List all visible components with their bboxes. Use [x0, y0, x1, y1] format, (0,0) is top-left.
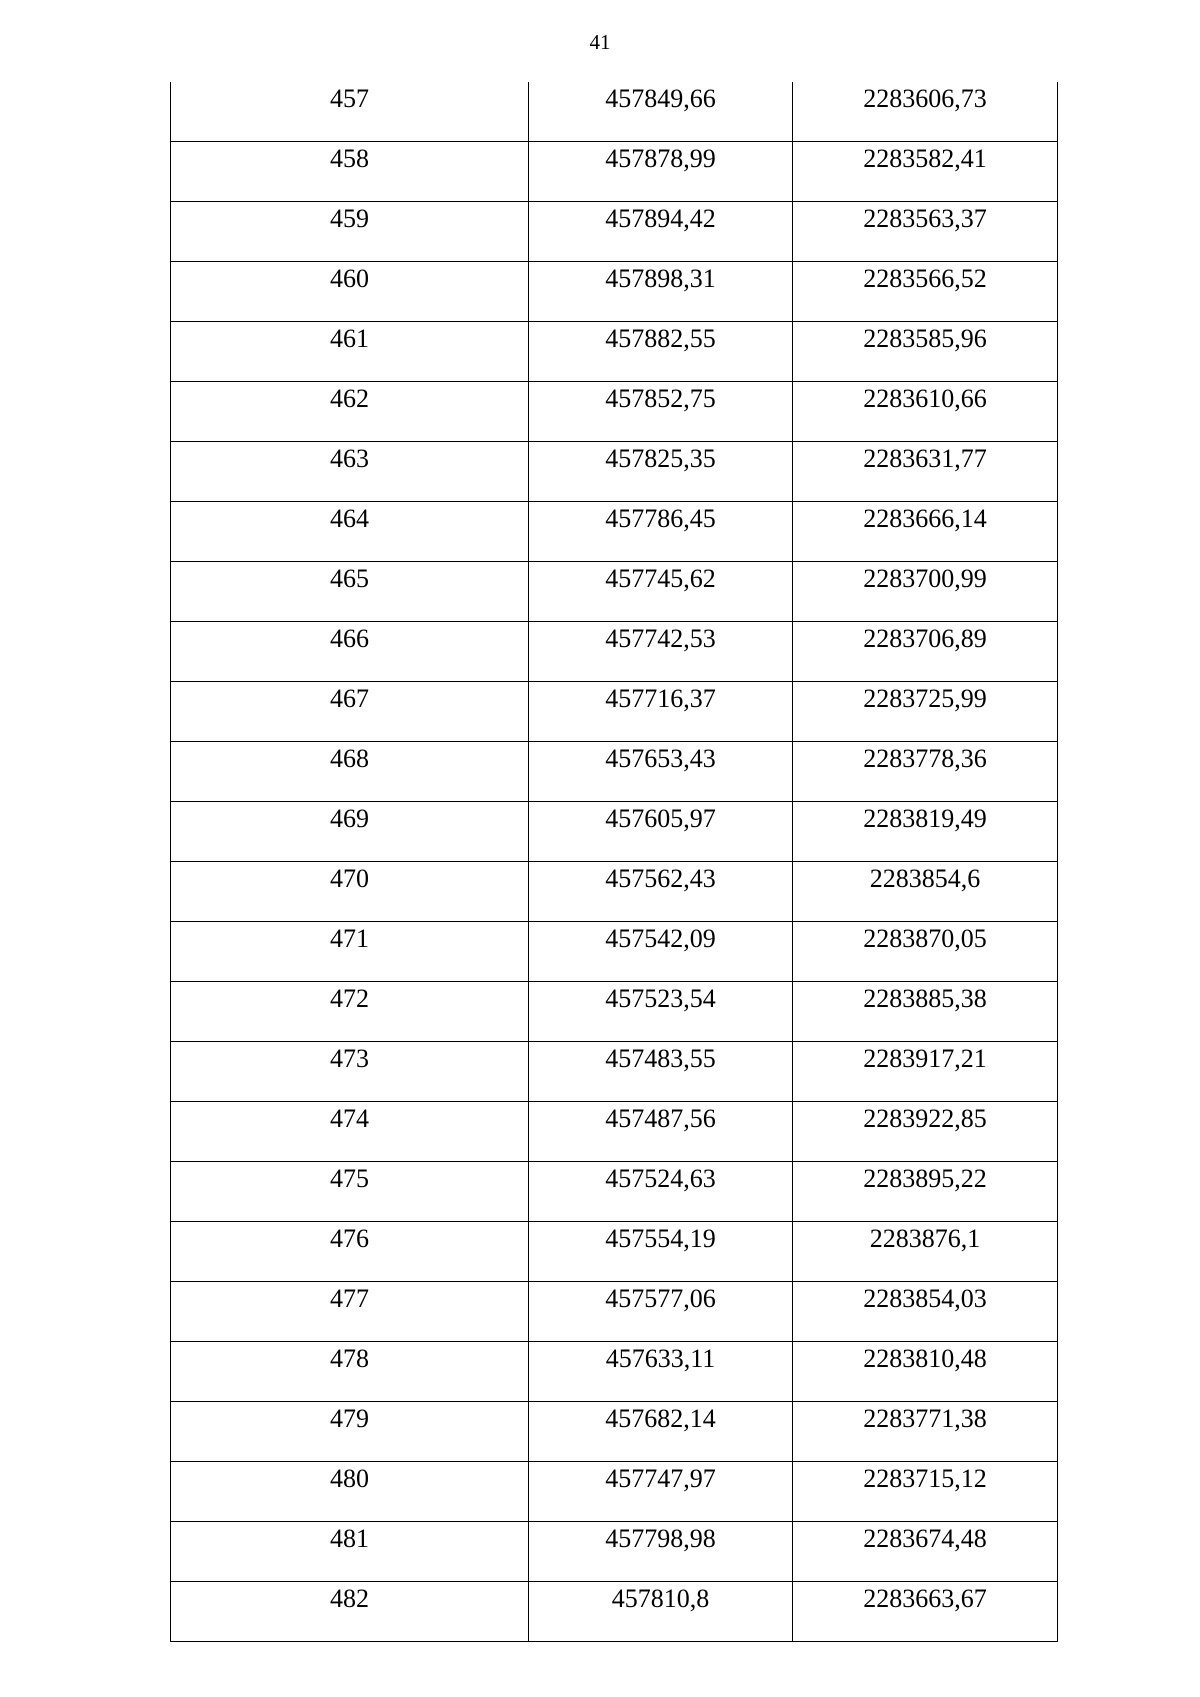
y-coordinate-cell: 2283854,6	[793, 862, 1058, 922]
y-coordinate-cell: 2283706,89	[793, 622, 1058, 682]
x-coordinate-cell: 457633,11	[529, 1342, 793, 1402]
table-row	[171, 1162, 1058, 1222]
point-number-cell: 471	[171, 922, 529, 982]
table-row	[171, 802, 1058, 862]
table-row	[171, 382, 1058, 442]
y-coordinate-cell: 2283854,03	[793, 1282, 1058, 1342]
point-number-cell: 482	[171, 1582, 529, 1642]
point-number-cell: 470	[171, 862, 529, 922]
x-coordinate-cell: 457825,35	[529, 442, 793, 502]
x-coordinate-cell: 457798,98	[529, 1522, 793, 1582]
point-number-cell: 467	[171, 682, 529, 742]
y-coordinate-cell: 2283715,12	[793, 1462, 1058, 1522]
x-coordinate-cell: 457878,99	[529, 142, 793, 202]
x-coordinate-cell: 457810,8	[529, 1582, 793, 1642]
y-coordinate-cell: 2283778,36	[793, 742, 1058, 802]
x-coordinate-cell: 457605,97	[529, 802, 793, 862]
table-row	[171, 502, 1058, 562]
y-coordinate-cell: 2283585,96	[793, 322, 1058, 382]
point-number-cell: 475	[171, 1162, 529, 1222]
table-row	[171, 1222, 1058, 1282]
x-coordinate-cell: 457523,54	[529, 982, 793, 1042]
point-number-cell: 480	[171, 1462, 529, 1522]
y-coordinate-cell: 2283700,99	[793, 562, 1058, 622]
table-row	[171, 682, 1058, 742]
table-row	[171, 1462, 1058, 1522]
point-number-cell: 465	[171, 562, 529, 622]
y-coordinate-cell: 2283663,67	[793, 1582, 1058, 1642]
table-row	[171, 982, 1058, 1042]
x-coordinate-cell: 457577,06	[529, 1282, 793, 1342]
x-coordinate-cell: 457786,45	[529, 502, 793, 562]
table-row	[171, 1582, 1058, 1642]
y-coordinate-cell: 2283610,66	[793, 382, 1058, 442]
table-row	[171, 322, 1058, 382]
point-number-cell: 478	[171, 1342, 529, 1402]
point-number-cell: 473	[171, 1042, 529, 1102]
table-row	[171, 1342, 1058, 1402]
x-coordinate-cell: 457745,62	[529, 562, 793, 622]
table-row	[171, 1282, 1058, 1342]
table-row	[171, 142, 1058, 202]
table-row	[171, 262, 1058, 322]
coordinates-table-body	[171, 82, 1058, 1642]
x-coordinate-cell: 457882,55	[529, 322, 793, 382]
point-number-cell: 457	[171, 82, 529, 142]
y-coordinate-cell: 2283885,38	[793, 982, 1058, 1042]
page-number: 41	[589, 30, 611, 54]
table-row	[171, 742, 1058, 802]
point-number-cell: 477	[171, 1282, 529, 1342]
y-coordinate-cell: 2283771,38	[793, 1402, 1058, 1462]
y-coordinate-cell: 2283631,77	[793, 442, 1058, 502]
table-row	[171, 1402, 1058, 1462]
point-number-cell: 461	[171, 322, 529, 382]
x-coordinate-cell: 457894,42	[529, 202, 793, 262]
point-number-cell: 459	[171, 202, 529, 262]
x-coordinate-cell: 457852,75	[529, 382, 793, 442]
y-coordinate-cell: 2283666,14	[793, 502, 1058, 562]
x-coordinate-cell: 457682,14	[529, 1402, 793, 1462]
point-number-cell: 479	[171, 1402, 529, 1462]
point-number-cell: 481	[171, 1522, 529, 1582]
x-coordinate-cell: 457487,56	[529, 1102, 793, 1162]
point-number-cell: 463	[171, 442, 529, 502]
point-number-cell: 472	[171, 982, 529, 1042]
point-number-cell: 474	[171, 1102, 529, 1162]
point-number-cell: 460	[171, 262, 529, 322]
point-number-cell: 469	[171, 802, 529, 862]
y-coordinate-cell: 2283563,37	[793, 202, 1058, 262]
table-row	[171, 922, 1058, 982]
y-coordinate-cell: 2283870,05	[793, 922, 1058, 982]
x-coordinate-cell: 457562,43	[529, 862, 793, 922]
table-row	[171, 1042, 1058, 1102]
table-row	[171, 622, 1058, 682]
point-number-cell: 468	[171, 742, 529, 802]
y-coordinate-cell: 2283917,21	[793, 1042, 1058, 1102]
point-number-cell: 458	[171, 142, 529, 202]
y-coordinate-cell: 2283725,99	[793, 682, 1058, 742]
y-coordinate-cell: 2283810,48	[793, 1342, 1058, 1402]
coordinates-table	[170, 82, 1058, 1642]
table-row	[171, 1102, 1058, 1162]
y-coordinate-cell: 2283606,73	[793, 82, 1058, 142]
x-coordinate-cell: 457653,43	[529, 742, 793, 802]
x-coordinate-cell: 457554,19	[529, 1222, 793, 1282]
x-coordinate-cell: 457716,37	[529, 682, 793, 742]
table-row	[171, 562, 1058, 622]
table-row	[171, 442, 1058, 502]
table-row	[171, 82, 1058, 142]
y-coordinate-cell: 2283566,52	[793, 262, 1058, 322]
x-coordinate-cell: 457747,97	[529, 1462, 793, 1522]
y-coordinate-cell: 2283819,49	[793, 802, 1058, 862]
point-number-cell: 466	[171, 622, 529, 682]
table-row	[171, 862, 1058, 922]
point-number-cell: 462	[171, 382, 529, 442]
table-row	[171, 1522, 1058, 1582]
y-coordinate-cell: 2283876,1	[793, 1222, 1058, 1282]
point-number-cell: 476	[171, 1222, 529, 1282]
x-coordinate-cell: 457483,55	[529, 1042, 793, 1102]
table-row	[171, 202, 1058, 262]
x-coordinate-cell: 457742,53	[529, 622, 793, 682]
point-number-cell: 464	[171, 502, 529, 562]
x-coordinate-cell: 457542,09	[529, 922, 793, 982]
x-coordinate-cell: 457898,31	[529, 262, 793, 322]
y-coordinate-cell: 2283922,85	[793, 1102, 1058, 1162]
y-coordinate-cell: 2283582,41	[793, 142, 1058, 202]
y-coordinate-cell: 2283674,48	[793, 1522, 1058, 1582]
x-coordinate-cell: 457849,66	[529, 82, 793, 142]
x-coordinate-cell: 457524,63	[529, 1162, 793, 1222]
y-coordinate-cell: 2283895,22	[793, 1162, 1058, 1222]
